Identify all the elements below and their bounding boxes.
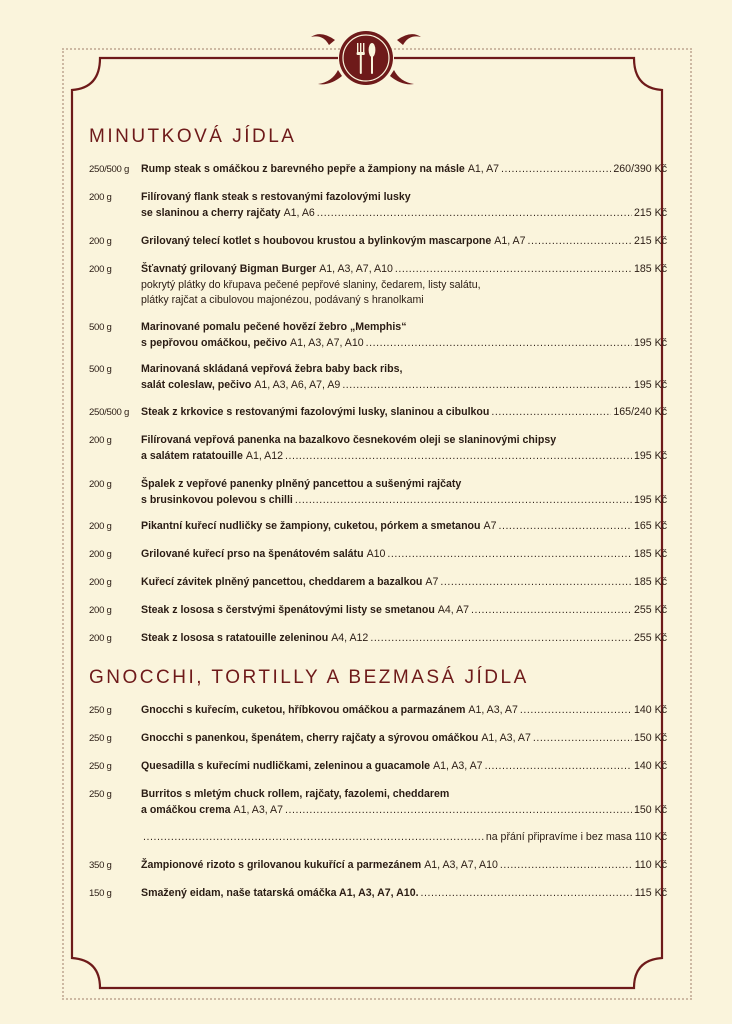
item-line — [141, 858, 667, 874]
item-description-text: pokrytý plátky do křupava pečené pepřové slaniny, čedarem, listy salátu, — [141, 278, 481, 291]
item-weight: 200 g — [89, 435, 112, 446]
item-line — [141, 603, 667, 619]
item-body — [141, 886, 667, 902]
item-allergens: A10 — [366, 548, 386, 560]
item-name: Steak z lososa s ratatouille zeleninou — [141, 632, 329, 644]
item-line — [141, 234, 667, 250]
item-line — [141, 575, 667, 591]
item-name: Filírovaný flank steak s restovanými fazolovými lusky — [141, 191, 411, 203]
item-price: 195 Kč — [634, 449, 667, 462]
item-allergens: A1, A3, A7 — [433, 760, 483, 772]
item-body — [141, 547, 667, 563]
leader-dots — [295, 493, 632, 509]
item-line — [141, 362, 667, 378]
leader-dots — [285, 449, 632, 465]
item-weight: 200 g — [89, 236, 112, 247]
item-body — [141, 575, 667, 591]
leader-dots — [471, 603, 632, 619]
item-allergens: A4, A7 — [437, 604, 470, 616]
item-weight: 200 g — [89, 633, 112, 644]
leader-dots — [498, 519, 632, 535]
item-name: Filírovaná vepřová panenka na bazalkovo česnekovém oleji se slaninovými chipsy — [141, 434, 557, 446]
item-name: Quesadilla s kuřecími nudličkami, zeleninou a guacamole — [141, 760, 431, 772]
item-weight: 200 g — [89, 479, 112, 490]
item-allergens: A1, A3, A7, A10 — [290, 336, 364, 349]
item-name: Gnocchi s panenkou, špenátem, cherry rajčaty a sýrovou omáčkou — [141, 732, 479, 744]
leader-dots — [520, 703, 632, 719]
item-name: Steak z lososa s čerstvými špenátovými listy se smetanou — [141, 604, 435, 616]
item-line — [141, 162, 667, 178]
item-price: 255 Kč — [634, 632, 667, 644]
item-weight: 200 g — [89, 549, 112, 560]
item-weight: 500 g — [89, 322, 112, 333]
item-body — [141, 433, 667, 464]
item-line — [141, 886, 667, 902]
item-name-cont: se slaninou a cherry rajčaty — [141, 206, 281, 219]
item-weight: 200 g — [89, 521, 112, 532]
item-allergens: A1, A7 — [494, 235, 526, 247]
item-price: 195 Kč — [634, 336, 667, 349]
item-name-cont: a salátem ratatouille — [141, 449, 243, 462]
item-price: 140 Kč — [634, 760, 667, 772]
item-name: Marinovaná skládaná vepřová žebra baby back ribs, — [141, 363, 403, 375]
item-line — [141, 433, 667, 449]
leader-dots — [285, 803, 632, 819]
item-price: 185 Kč — [634, 263, 667, 275]
item-price: 150 Kč — [634, 732, 667, 744]
item-line — [141, 405, 667, 421]
item-price: 150 Kč — [634, 803, 667, 816]
item-weight: 250 g — [89, 789, 112, 800]
item-price: 215 Kč — [634, 206, 667, 219]
item-name: Steak z krkovice s restovanými fazolovými lusky, slaninou a cibulkou — [141, 406, 490, 418]
item-description — [141, 293, 667, 309]
item-weight: 200 g — [89, 577, 112, 588]
item-allergens: A1, A12 — [245, 449, 283, 462]
item-line — [141, 631, 667, 647]
item-name: Grilovaný telecí kotlet s houbovou krustou a bylinkovým mascarpone — [141, 235, 492, 247]
item-body — [141, 234, 667, 250]
item-price: 260/390 Kč — [613, 163, 667, 175]
item-weight: 200 g — [89, 264, 112, 275]
item-name: Rump steak s omáčkou z barevného pepře a žampiony na másle — [141, 163, 465, 175]
item-body — [141, 362, 667, 393]
item-line — [141, 731, 667, 747]
item-body — [141, 262, 667, 309]
item-price: 195 Kč — [634, 378, 667, 391]
item-price: 255 Kč — [634, 604, 667, 616]
leader-dots — [440, 575, 632, 591]
item-price: 215 Kč — [634, 235, 667, 247]
item-description — [141, 278, 667, 294]
item-line — [141, 803, 667, 819]
item-price: 115 Kč — [634, 887, 667, 899]
leader-dots — [421, 886, 633, 902]
item-name: Marinované pomalu pečené hovězí žebro „Memphis“ — [141, 321, 407, 333]
item-body — [141, 759, 667, 775]
item-name: Smažený eidam, naše tatarská omáčka A1, A3, A7, A10. — [141, 887, 419, 899]
note-line — [141, 830, 667, 846]
item-weight: 250 g — [89, 733, 112, 744]
item-line — [141, 336, 667, 352]
item-body — [141, 162, 667, 178]
item-name-cont: s brusinkovou polevou s chilli — [141, 493, 293, 506]
item-line — [141, 493, 667, 509]
item-price: 195 Kč — [634, 493, 667, 506]
item-price: 185 Kč — [634, 548, 667, 560]
item-body — [141, 787, 667, 818]
item-body — [141, 477, 667, 508]
item-allergens: A1, A3, A6, A7, A9 — [254, 378, 341, 391]
note-text: na přání připravíme i bez masa 110 Kč — [485, 831, 667, 843]
item-allergens: A1, A6 — [283, 206, 315, 219]
leader-dots — [342, 378, 632, 394]
item-weight: 250/500 g — [89, 407, 129, 418]
leader-dots — [366, 336, 632, 352]
leader-dots — [387, 547, 632, 563]
item-body — [141, 703, 667, 719]
item-allergens: A1, A3, A7, A10 — [424, 859, 498, 871]
item-weight: 350 g — [89, 860, 112, 871]
item-allergens: A1, A7 — [467, 163, 500, 175]
item-price: 110 Kč — [634, 859, 667, 871]
item-name: Žampionové rizoto s grilovanou kukuřící a parmezánem — [141, 859, 422, 871]
leader-dots — [501, 162, 611, 178]
item-allergens: A1, A3, A7 — [233, 803, 283, 816]
leader-dots — [533, 731, 632, 747]
item-name-cont: s pepřovou omáčkou, pečivo — [141, 336, 287, 349]
section-title: GNOCCHI, TORTILLY A BEZMASÁ JÍDLA — [89, 667, 529, 688]
item-line — [141, 703, 667, 719]
item-allergens: A1, A3, A7, A10 — [319, 263, 393, 275]
item-line — [141, 547, 667, 563]
item-name: Špalek z vepřové panenky plněný pancettou a sušenými rajčaty — [141, 478, 462, 490]
item-line — [141, 206, 667, 222]
item-weight: 250/500 g — [89, 164, 129, 175]
item-name: Gnocchi s kuřecím, cuketou, hříbkovou omáčkou a parmazánem — [141, 704, 466, 716]
item-line — [141, 320, 667, 336]
item-weight: 200 g — [89, 192, 112, 203]
item-allergens: A7 — [483, 520, 497, 532]
item-body — [141, 631, 667, 647]
leader-dots — [491, 405, 611, 421]
item-line — [141, 262, 667, 278]
item-weight: 250 g — [89, 761, 112, 772]
item-name: Kuřecí závitek plněný pancettou, cheddarem a bazalkou — [141, 576, 423, 588]
item-body — [141, 603, 667, 619]
leader-dots — [528, 234, 633, 250]
item-name: Šťavnatý grilovaný Bigman Burger — [141, 263, 317, 275]
item-allergens: A4, A12 — [331, 632, 369, 644]
item-price: 165/240 Kč — [613, 406, 667, 418]
item-weight: 150 g — [89, 888, 112, 899]
note-body — [141, 830, 667, 846]
section-title: MINUTKOVÁ JÍDLA — [89, 126, 297, 147]
item-price: 165 Kč — [634, 520, 667, 532]
item-weight: 250 g — [89, 705, 112, 716]
item-body — [141, 519, 667, 535]
item-body — [141, 858, 667, 874]
item-name: Pikantní kuřecí nudličky se žampiony, cuketou, pórkem a smetanou — [141, 520, 481, 532]
item-description-text: plátky rajčat a cibulovou majonézou, podávaný s hranolkami — [141, 294, 424, 307]
item-line — [141, 190, 667, 206]
item-body — [141, 731, 667, 747]
leader-dots — [370, 631, 632, 647]
item-name-cont: salát coleslaw, pečivo — [141, 378, 252, 391]
leader-dots — [500, 858, 633, 874]
item-weight: 200 g — [89, 605, 112, 616]
item-price: 185 Kč — [634, 576, 667, 588]
item-name: Burritos s mletým chuck rollem, rajčaty, fazolemi, cheddarem — [141, 788, 450, 800]
item-line — [141, 477, 667, 493]
item-allergens: A1, A3, A7 — [468, 704, 518, 716]
leader-dots — [143, 830, 484, 846]
item-weight: 500 g — [89, 364, 112, 375]
item-price: 140 Kč — [634, 704, 667, 716]
item-allergens: A7 — [425, 576, 439, 588]
item-line — [141, 378, 667, 394]
item-name-cont: a omáčkou crema — [141, 803, 231, 816]
item-name: Grilované kuřecí prso na špenátovém salátu — [141, 548, 364, 560]
leader-dots — [395, 262, 632, 278]
item-allergens: A1, A3, A7 — [481, 732, 531, 744]
leader-dots — [485, 759, 632, 775]
leader-dots — [317, 206, 632, 222]
item-body — [141, 320, 667, 351]
item-line — [141, 519, 667, 535]
item-line — [141, 449, 667, 465]
item-body — [141, 190, 667, 221]
item-line — [141, 787, 667, 803]
item-line — [141, 759, 667, 775]
item-body — [141, 405, 667, 421]
